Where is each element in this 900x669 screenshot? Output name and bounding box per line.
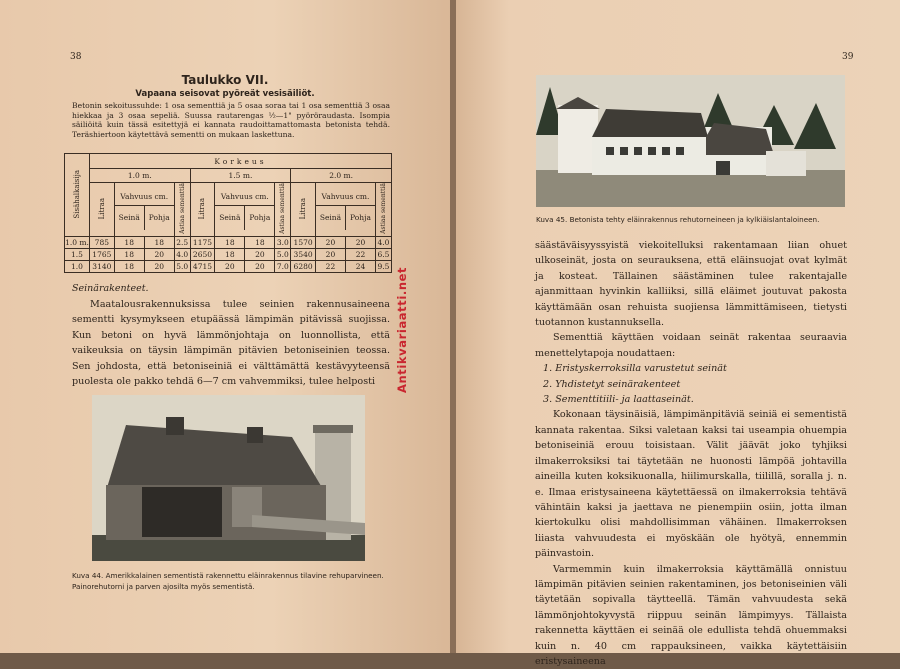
page-number: 38 bbox=[70, 52, 82, 62]
table-body bbox=[65, 236, 392, 272]
table-title: Taulukko VII. bbox=[181, 73, 269, 87]
thickness-header-group bbox=[114, 183, 174, 237]
thickness-header: Vahvuus cm. bbox=[215, 189, 274, 206]
table-cell: 3140 bbox=[90, 260, 115, 272]
list-item: 1. Eristyskerroksilla varustetut seinät bbox=[543, 363, 727, 375]
body-paragraph: Maatalousrakennuksissa tulee seinien rakennusaineena sementti kysymykseen etupäässä lämpimän pitävissä suojissa. Kun betoni on hyvä lämmönjohtaja on luonnollista, että vaikeuksia on täysin lämpimän pitävien betoniseinien teossa. Sen johdosta, että betoniseiniä ei välttämättä kestävyyteensä puolesta ole pakko tehdä 6—7 cm vahvemmiksi, tulee helposti bbox=[72, 299, 390, 388]
table-cell: 24 bbox=[345, 260, 375, 272]
cement-header: Astiaa sementtiä bbox=[379, 183, 387, 234]
thickness-header-group bbox=[315, 183, 375, 237]
height-header: 2.0 m. bbox=[291, 169, 392, 183]
table-cell: 18 bbox=[215, 236, 245, 248]
left-page bbox=[0, 0, 452, 653]
row-header: Sisähalkaisija bbox=[73, 169, 81, 219]
table-cell: 4715 bbox=[190, 260, 215, 272]
tank-table bbox=[64, 153, 392, 273]
table-cell: 20 bbox=[315, 236, 345, 248]
height-header: 1.5 m. bbox=[190, 169, 291, 183]
table-cell: 5.0 bbox=[176, 261, 189, 271]
table-row bbox=[65, 248, 392, 260]
height-header: 1.0 m. bbox=[90, 169, 191, 183]
table-cell: 18 bbox=[215, 248, 245, 260]
thickness-header-group bbox=[215, 183, 275, 237]
list-item: 2. Yhdistetyt seinärakenteet bbox=[543, 378, 681, 390]
table-cell: 785 bbox=[90, 236, 115, 248]
litres-header: Litraa bbox=[299, 197, 308, 220]
watermark: Antikvariaatti.net bbox=[395, 266, 409, 394]
table-cell: 20 bbox=[315, 248, 345, 260]
table-cell: 22 bbox=[345, 248, 375, 260]
table-intro: Betonin sekoitussuhde: 1 osa sementtiä ja 5 osaa soraa tai 1 osa sementtiä 3 osaa hiekkaa ja 3 osaa sepeliä. Suussa rautarengas ½—1" pyöröraudasta. Isompia säiliöitä kuin tässä esitettyjä ei kannata raudoittamattomasta betonista tehdä. Teräshiertoon käytettävä sementti on mukaan laskettuna. bbox=[72, 101, 390, 139]
wall-header: Seinä bbox=[316, 206, 346, 230]
farm-photo bbox=[536, 75, 845, 207]
table-cell: 20 bbox=[345, 236, 375, 248]
table-cell: 7.0 bbox=[276, 261, 289, 271]
barn-photo bbox=[92, 395, 365, 561]
table-cell: 20 bbox=[245, 260, 275, 272]
diameter-cell: 1.5 bbox=[65, 248, 90, 260]
bottom-header: Pohja bbox=[350, 212, 371, 222]
table-cell: 18 bbox=[114, 236, 144, 248]
body-paragraph: säästäväisyyssyistä viekoitelluksi rakentamaan liian ohuet ulkoseinät, josta on seurauksena, että eläinsuojat ovat kylmät ja kosteat. Tällainen säästäminen tulee rakentajalle ajanmittaan hyvinkin kalliiksi, sillä eläimet joutuvat pakosta käyttämään osan rehuista suojiensa lämmittämiseen, tietysti tuotannon kustannuksella. bbox=[535, 240, 847, 329]
figure-caption-45: Kuva 45. Betonista tehty eläinrakennus rehutorneineen ja kylkiäislantaloineen. bbox=[536, 215, 820, 224]
table-cell: 4.0 bbox=[176, 249, 189, 259]
table-row bbox=[65, 260, 392, 272]
page-number: 39 bbox=[842, 52, 854, 62]
table-cell: 9.5 bbox=[375, 260, 391, 272]
table-cell: 20 bbox=[215, 260, 245, 272]
table-cell: 20 bbox=[144, 248, 174, 260]
wall-header: Seinä bbox=[215, 206, 245, 230]
cement-header: Astiaa sementtiä bbox=[279, 183, 287, 234]
table-cell: 6280 bbox=[291, 260, 316, 272]
thickness-header: Vahvuus cm. bbox=[316, 189, 375, 206]
wall-header: Seinä bbox=[115, 206, 145, 230]
table-cell: 20 bbox=[245, 248, 275, 260]
table-cell: 3.0 bbox=[276, 237, 289, 247]
diameter-cell: 1.0 bbox=[65, 260, 90, 272]
body-paragraph: Kokonaan täysinäisiä, lämpimänpitäviä seiniä ei sementistä kannata rakentaa. Siksi valetaan kaksi tai useampia ohuempia betoniseiniä erouu toisistaan. Välit jäävät joko tyhjiksi ilmakerroksiksi tai täytetään ne huonosti lämpöä johtavilla aineilla kuten koksikuonalla, hiilimurskalla, tiilillä, soralla j. n. e. Ilmaa eristysaineena käytettäessä on ilmakerroksia tehtävä vähintäin kaksi ja jaettava ne pienempiin osiin, jotta ilman kiertokulku olisi mahdollisimman vähäinen. Ilmakerroksen liiasta vahvuudesta ei myöskään ole hyötyä, ennemmin päinvastoin. bbox=[535, 409, 847, 560]
bottom-header: Pohja bbox=[249, 212, 271, 222]
table-cell: 2650 bbox=[190, 248, 215, 260]
body-paragraph: Varmemmin kuin ilmakerroksia käyttämällä onnistuu lämpimän pitävien seinien rakentaminen, jos betoniseinien väli täytetään sopivalla täytteellä. Tämän vahvuudesta sekä lämmönjohtokyvystä riippuu seinän lämpimyys. Tällaista rakennetta käyttäen ei seinää ole edullista tehdä ohuemmaksi kuin n. 40 cm rappauksineen, vaikka käytettäisiin eristysaineena bbox=[535, 563, 847, 667]
row-header-cell bbox=[65, 154, 90, 237]
table-cell: 1175 bbox=[190, 236, 215, 248]
thickness-header: Vahvuus cm. bbox=[115, 189, 174, 206]
section-heading: Seinärakenteet. bbox=[72, 283, 149, 294]
table-cell: 1570 bbox=[291, 236, 316, 248]
table-cell: 3540 bbox=[291, 248, 316, 260]
list-item: 3. Sementtitiili- ja laattaseinät. bbox=[543, 394, 694, 406]
farm-illustration bbox=[536, 75, 845, 207]
figure-caption-44: Kuva 44. Amerikkalainen sementistä rakennettu eläinrakennus tilavine rehuparvineen. Painorehutorni ja parven ajosilta myös sementistä. bbox=[72, 571, 384, 591]
group-header: Korkeus bbox=[90, 154, 392, 169]
table-cell: 22 bbox=[315, 260, 345, 272]
table-cell: 5.0 bbox=[276, 249, 289, 259]
table-row bbox=[65, 236, 392, 248]
bottom-header: Pohja bbox=[148, 212, 170, 222]
litres-header: Litraa bbox=[97, 197, 106, 220]
table-cell: 18 bbox=[245, 236, 275, 248]
table-cell: 20 bbox=[144, 260, 174, 272]
table-cell: 1765 bbox=[90, 248, 115, 260]
table-cell: 2.5 bbox=[176, 237, 189, 247]
table-cell: 6.5 bbox=[375, 248, 391, 260]
barn-illustration bbox=[92, 395, 365, 561]
table-cell: 18 bbox=[114, 248, 144, 260]
table-subtitle: Vapaana seisovat pyöreät vesisäiliöt. bbox=[135, 89, 315, 99]
cement-header: Astiaa sementtiä bbox=[178, 183, 186, 234]
body-paragraph: Sementtiä käyttäen voidaan seinät rakentaa seuraavia menettelytapoja noudattaen: bbox=[535, 332, 847, 359]
diameter-cell: 1.0 m. bbox=[65, 237, 89, 247]
table-cell: 4.0 bbox=[375, 236, 391, 248]
wall-methods-list bbox=[535, 361, 847, 407]
table-cell: 18 bbox=[114, 260, 144, 272]
litres-header: Litraa bbox=[198, 197, 207, 220]
table-cell: 18 bbox=[144, 236, 174, 248]
right-page-text bbox=[535, 238, 847, 669]
